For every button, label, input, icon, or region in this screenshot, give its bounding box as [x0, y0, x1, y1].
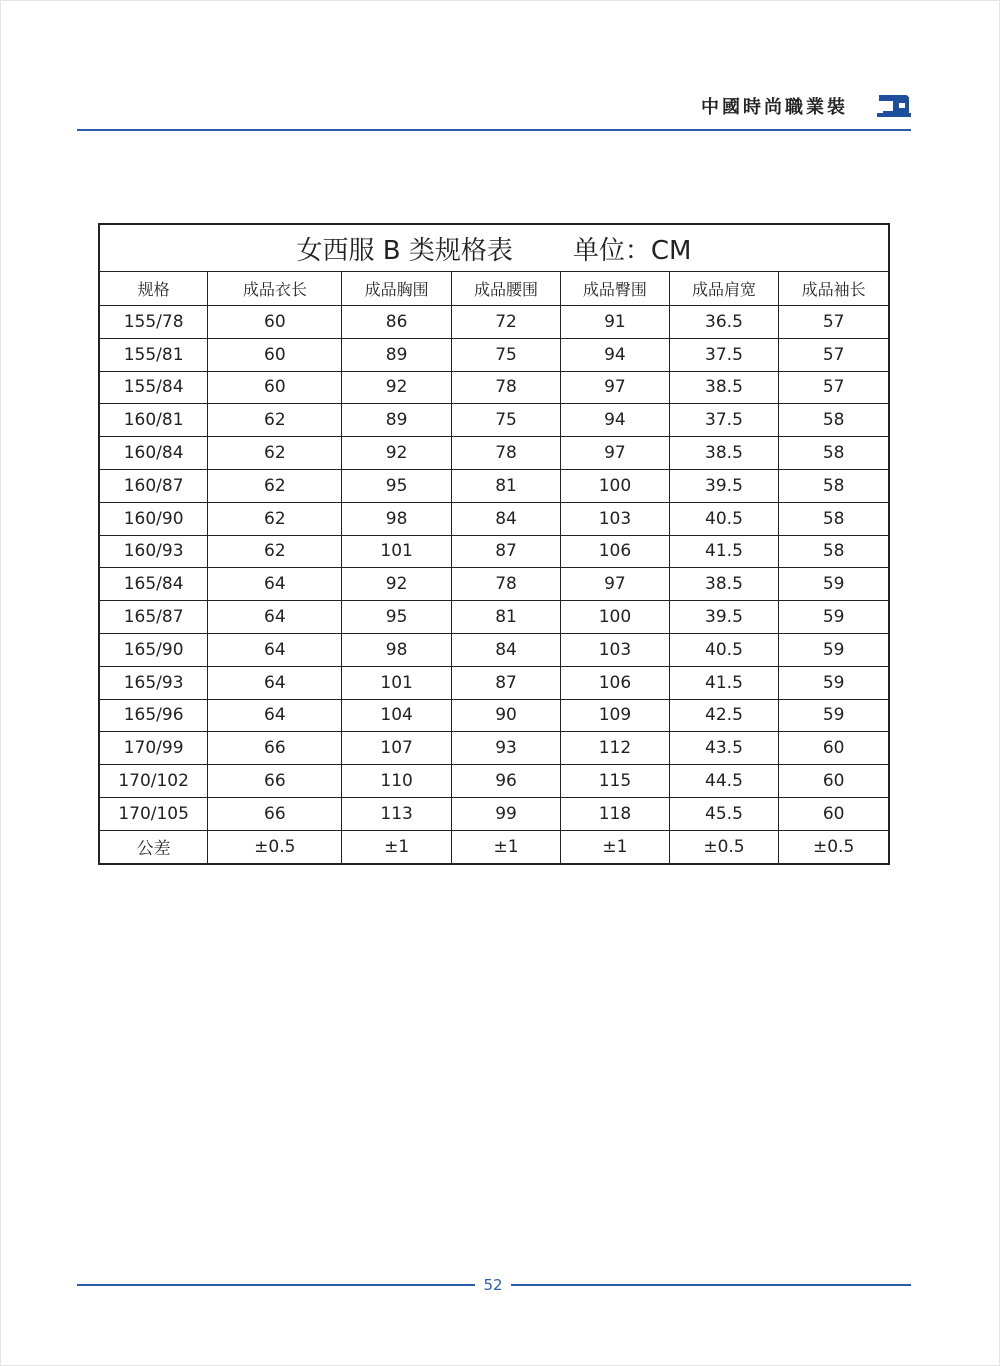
table-row	[99, 765, 889, 798]
table-cell: 41.5	[669, 666, 779, 699]
table-cell: 75	[451, 404, 560, 437]
table-cell: 72	[451, 306, 560, 339]
table-row	[99, 338, 889, 371]
table-cell: 112	[561, 732, 669, 765]
table-cell: 37.5	[669, 338, 779, 371]
table-cell: 165/93	[99, 666, 208, 699]
column-header: 成品袖长	[779, 272, 889, 306]
tolerance-row	[99, 830, 889, 863]
column-header: 成品胸围	[342, 272, 451, 306]
table-cell: 64	[208, 699, 342, 732]
table-cell: 170/99	[99, 732, 208, 765]
table-cell: 92	[342, 568, 451, 601]
table-cell: 37.5	[669, 404, 779, 437]
table-cell: 160/87	[99, 469, 208, 502]
table-cell: 155/78	[99, 306, 208, 339]
table-cell: 64	[208, 633, 342, 666]
table-cell: 160/84	[99, 437, 208, 470]
table-cell: 103	[561, 502, 669, 535]
table-cell: 41.5	[669, 535, 779, 568]
table-cell: 84	[451, 633, 560, 666]
table-cell: 113	[342, 797, 451, 830]
table-cell: 66	[208, 797, 342, 830]
table-cell: 59	[779, 601, 889, 634]
table-cell: 106	[561, 666, 669, 699]
table-row	[99, 371, 889, 404]
table-cell: 97	[561, 437, 669, 470]
table-cell: 60	[779, 765, 889, 798]
table-cell: 60	[779, 797, 889, 830]
table-cell: 87	[451, 666, 560, 699]
table-cell: ±1	[342, 830, 451, 863]
table-cell: 97	[561, 568, 669, 601]
table-cell: 98	[342, 633, 451, 666]
table-cell: 42.5	[669, 699, 779, 732]
table-cell: 170/102	[99, 765, 208, 798]
table-cell: 64	[208, 666, 342, 699]
table-cell: 92	[342, 437, 451, 470]
table-cell: 81	[451, 469, 560, 502]
table-cell: 100	[561, 469, 669, 502]
table-cell: 104	[342, 699, 451, 732]
table-cell: 38.5	[669, 437, 779, 470]
table-cell: 86	[342, 306, 451, 339]
table-cell: 60	[208, 306, 342, 339]
table-cell: 165/90	[99, 633, 208, 666]
table-cell: 103	[561, 633, 669, 666]
table-cell: 64	[208, 601, 342, 634]
table-cell: 95	[342, 601, 451, 634]
column-header: 成品腰围	[451, 272, 560, 306]
table-cell: 45.5	[669, 797, 779, 830]
table-cell: 165/87	[99, 601, 208, 634]
table-row	[99, 469, 889, 502]
table-cell: ±0.5	[779, 830, 889, 863]
table-row	[99, 568, 889, 601]
table-cell: 62	[208, 502, 342, 535]
sewing-machine-icon	[877, 93, 911, 117]
table-cell: 84	[451, 502, 560, 535]
table-cell: 40.5	[669, 502, 779, 535]
column-header: 成品肩宽	[669, 272, 779, 306]
table-cell: 81	[451, 601, 560, 634]
table-row	[99, 732, 889, 765]
table-cell: 90	[451, 699, 560, 732]
table-cell: 59	[779, 666, 889, 699]
table-cell: 58	[779, 404, 889, 437]
table-cell: 101	[342, 666, 451, 699]
table-cell: 58	[779, 502, 889, 535]
table-cell: 160/93	[99, 535, 208, 568]
table-cell: 39.5	[669, 601, 779, 634]
table-cell: 87	[451, 535, 560, 568]
table-cell: 89	[342, 404, 451, 437]
table-cell: 93	[451, 732, 560, 765]
table-cell: 66	[208, 765, 342, 798]
page-number: 52	[483, 1276, 503, 1294]
table-cell: 58	[779, 535, 889, 568]
table-cell: 160/81	[99, 404, 208, 437]
table-cell: 78	[451, 371, 560, 404]
table-cell: 58	[779, 437, 889, 470]
table-cell: 39.5	[669, 469, 779, 502]
table-cell: 98	[342, 502, 451, 535]
table-cell: 106	[561, 535, 669, 568]
table-row	[99, 535, 889, 568]
table-cell: 38.5	[669, 568, 779, 601]
table-row	[99, 502, 889, 535]
table-cell: 165/84	[99, 568, 208, 601]
table-cell: 78	[451, 568, 560, 601]
table-cell: 107	[342, 732, 451, 765]
table-cell: 78	[451, 437, 560, 470]
table-row	[99, 437, 889, 470]
column-header: 成品衣长	[208, 272, 342, 306]
table-row	[99, 601, 889, 634]
table-cell: 118	[561, 797, 669, 830]
table-cell: 64	[208, 568, 342, 601]
column-header: 成品臀围	[561, 272, 669, 306]
brand-name: 中國時尚職業裝	[701, 97, 848, 118]
table-cell: 62	[208, 469, 342, 502]
table-cell: 38.5	[669, 371, 779, 404]
table-cell: 110	[342, 765, 451, 798]
table-cell: 60	[208, 371, 342, 404]
table-cell: 95	[342, 469, 451, 502]
table-row	[99, 633, 889, 666]
table-cell: 165/96	[99, 699, 208, 732]
unit-label: 单位：CM	[572, 235, 692, 266]
table-cell: 57	[779, 338, 889, 371]
table-cell: 155/84	[99, 371, 208, 404]
table-cell: 40.5	[669, 633, 779, 666]
size-spec-table	[98, 223, 890, 865]
table-row	[99, 666, 889, 699]
table-cell: 44.5	[669, 765, 779, 798]
table-cell: 43.5	[669, 732, 779, 765]
table-cell: 96	[451, 765, 560, 798]
table-cell: 66	[208, 732, 342, 765]
table-cell: 100	[561, 601, 669, 634]
table-cell: 92	[342, 371, 451, 404]
table-cell: 160/90	[99, 502, 208, 535]
table-cell: 59	[779, 633, 889, 666]
table-cell: 58	[779, 469, 889, 502]
table-cell: 60	[779, 732, 889, 765]
table-cell: 75	[451, 338, 560, 371]
table-row	[99, 699, 889, 732]
table-cell: ±0.5	[669, 830, 779, 863]
table-cell: 57	[779, 306, 889, 339]
table-cell: 62	[208, 404, 342, 437]
table-cell: 60	[208, 338, 342, 371]
table-cell: 62	[208, 535, 342, 568]
table-row	[99, 404, 889, 437]
table-cell: 155/81	[99, 338, 208, 371]
table-cell: ±1	[561, 830, 669, 863]
table-cell: 170/105	[99, 797, 208, 830]
table-cell: 115	[561, 765, 669, 798]
header-divider	[77, 129, 911, 131]
table-cell: 94	[561, 338, 669, 371]
header-row	[99, 272, 889, 306]
table-cell: 97	[561, 371, 669, 404]
table-cell: 59	[779, 568, 889, 601]
footer-divider-right	[511, 1284, 911, 1286]
table-cell: 公差	[99, 830, 208, 863]
table-row	[99, 797, 889, 830]
table-cell: 101	[342, 535, 451, 568]
table-cell: ±1	[451, 830, 560, 863]
table-cell: 62	[208, 437, 342, 470]
table-title: 女西服 B 类规格表 单位：CM	[99, 224, 889, 272]
table-cell: 109	[561, 699, 669, 732]
table-cell: 57	[779, 371, 889, 404]
footer-divider-left	[77, 1284, 475, 1286]
table-cell: 91	[561, 306, 669, 339]
table-cell: 99	[451, 797, 560, 830]
table-cell: ±0.5	[208, 830, 342, 863]
table-cell: 36.5	[669, 306, 779, 339]
table-row	[99, 306, 889, 339]
column-header: 规格	[99, 272, 208, 306]
table-cell: 59	[779, 699, 889, 732]
table-cell: 89	[342, 338, 451, 371]
table-cell: 94	[561, 404, 669, 437]
